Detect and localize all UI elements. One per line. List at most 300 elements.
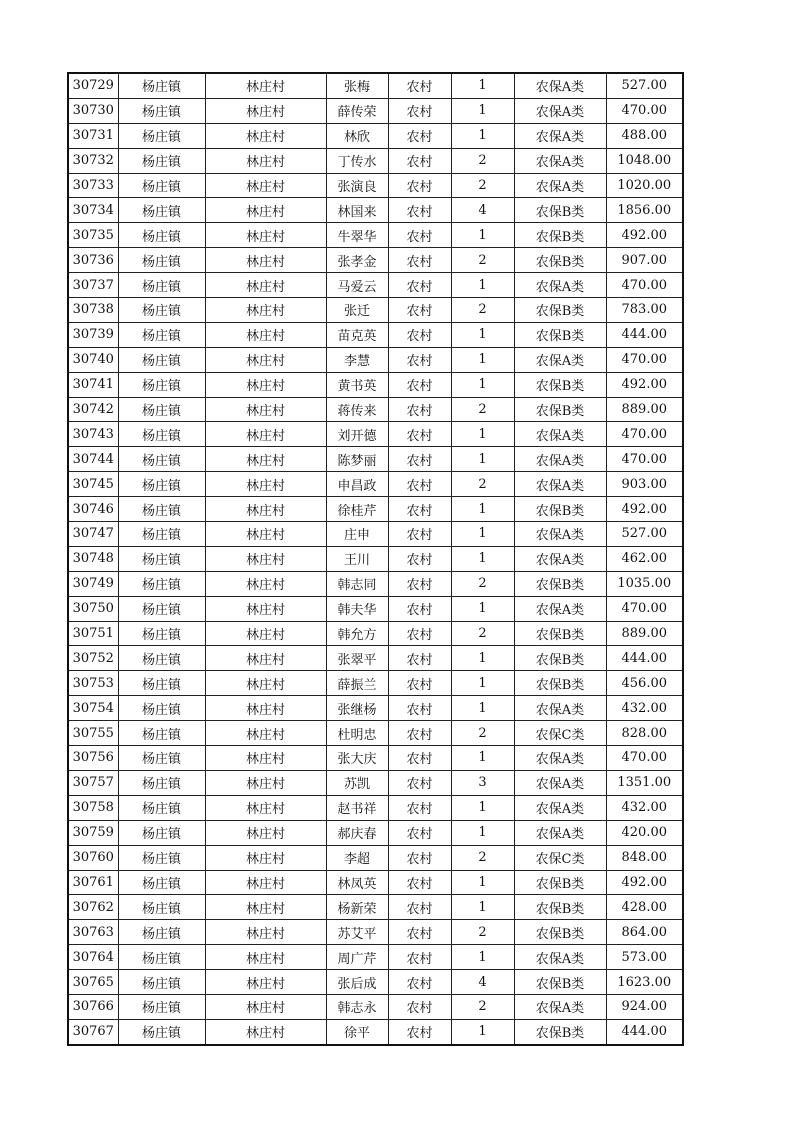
village-cell: 林庄村 [205,422,326,447]
insurance-category-cell: 农保B类 [514,397,606,422]
member-count-cell: 1 [451,73,514,98]
household-type-cell: 农村 [388,522,451,547]
insurance-category-cell: 农保A类 [514,273,606,298]
household-type-cell: 农村 [388,223,451,248]
town-cell: 杨庄镇 [118,522,205,547]
amount-cell: 470.00 [606,273,683,298]
insurance-category-cell: 农保B类 [514,571,606,596]
household-type-cell: 农村 [388,1019,451,1044]
row-id-cell: 30750 [68,596,118,621]
table-row [68,372,683,397]
name-cell: 徐桂芹 [326,497,388,522]
town-cell: 杨庄镇 [118,621,205,646]
row-id-cell: 30764 [68,945,118,970]
amount-cell: 1351.00 [606,770,683,795]
table-row [68,596,683,621]
amount-cell: 470.00 [606,447,683,472]
village-cell: 林庄村 [205,173,326,198]
member-count-cell: 1 [451,98,514,123]
table-row [68,696,683,721]
row-id-cell: 30739 [68,322,118,347]
insurance-category-cell: 农保A类 [514,472,606,497]
name-cell: 陈梦丽 [326,447,388,472]
amount-cell: 828.00 [606,721,683,746]
amount-cell: 492.00 [606,223,683,248]
town-cell: 杨庄镇 [118,671,205,696]
table-row [68,820,683,845]
row-id-cell: 30752 [68,646,118,671]
town-cell: 杨庄镇 [118,820,205,845]
village-cell: 林庄村 [205,322,326,347]
member-count-cell: 4 [451,970,514,995]
insurance-category-cell: 农保A类 [514,148,606,173]
village-cell: 林庄村 [205,895,326,920]
household-type-cell: 农村 [388,994,451,1019]
name-cell: 林欣 [326,123,388,148]
name-cell: 苏凯 [326,770,388,795]
village-cell: 林庄村 [205,845,326,870]
name-cell: 张演良 [326,173,388,198]
household-type-cell: 农村 [388,621,451,646]
row-id-cell: 30756 [68,746,118,771]
household-type-cell: 农村 [388,646,451,671]
village-cell: 林庄村 [205,397,326,422]
household-type-cell: 农村 [388,546,451,571]
amount-cell: 492.00 [606,870,683,895]
beneficiary-table [67,72,684,1046]
name-cell: 李慧 [326,347,388,372]
village-cell: 林庄村 [205,347,326,372]
member-count-cell: 2 [451,298,514,323]
name-cell: 张孝金 [326,248,388,273]
name-cell: 苏艾平 [326,920,388,945]
table-row [68,298,683,323]
amount-cell: 470.00 [606,98,683,123]
amount-cell: 864.00 [606,920,683,945]
member-count-cell: 1 [451,795,514,820]
town-cell: 杨庄镇 [118,845,205,870]
member-count-cell: 2 [451,571,514,596]
household-type-cell: 农村 [388,273,451,298]
member-count-cell: 2 [451,994,514,1019]
table-row [68,845,683,870]
town-cell: 杨庄镇 [118,970,205,995]
village-cell: 林庄村 [205,198,326,223]
amount-cell: 924.00 [606,994,683,1019]
row-id-cell: 30735 [68,223,118,248]
row-id-cell: 30729 [68,73,118,98]
member-count-cell: 1 [451,223,514,248]
village-cell: 林庄村 [205,372,326,397]
amount-cell: 573.00 [606,945,683,970]
amount-cell: 470.00 [606,347,683,372]
town-cell: 杨庄镇 [118,198,205,223]
village-cell: 林庄村 [205,746,326,771]
row-id-cell: 30742 [68,397,118,422]
town-cell: 杨庄镇 [118,646,205,671]
insurance-category-cell: 农保B类 [514,298,606,323]
town-cell: 杨庄镇 [118,397,205,422]
member-count-cell: 2 [451,397,514,422]
insurance-category-cell: 农保A类 [514,596,606,621]
town-cell: 杨庄镇 [118,994,205,1019]
household-type-cell: 农村 [388,920,451,945]
name-cell: 杜明忠 [326,721,388,746]
table-row [68,98,683,123]
insurance-category-cell: 农保C类 [514,721,606,746]
member-count-cell: 2 [451,721,514,746]
village-cell: 林庄村 [205,123,326,148]
household-type-cell: 农村 [388,422,451,447]
member-count-cell: 2 [451,472,514,497]
row-id-cell: 30765 [68,970,118,995]
town-cell: 杨庄镇 [118,571,205,596]
town-cell: 杨庄镇 [118,148,205,173]
amount-cell: 907.00 [606,248,683,273]
village-cell: 林庄村 [205,546,326,571]
member-count-cell: 1 [451,1019,514,1044]
insurance-category-cell: 农保B类 [514,223,606,248]
row-id-cell: 30744 [68,447,118,472]
amount-cell: 903.00 [606,472,683,497]
household-type-cell: 农村 [388,671,451,696]
household-type-cell: 农村 [388,845,451,870]
name-cell: 薛振兰 [326,671,388,696]
name-cell: 韩允方 [326,621,388,646]
household-type-cell: 农村 [388,198,451,223]
row-id-cell: 30767 [68,1019,118,1044]
row-id-cell: 30760 [68,845,118,870]
town-cell: 杨庄镇 [118,546,205,571]
row-id-cell: 30743 [68,422,118,447]
household-type-cell: 农村 [388,746,451,771]
table-row [68,646,683,671]
town-cell: 杨庄镇 [118,746,205,771]
amount-cell: 488.00 [606,123,683,148]
village-cell: 林庄村 [205,248,326,273]
town-cell: 杨庄镇 [118,298,205,323]
amount-cell: 783.00 [606,298,683,323]
insurance-category-cell: 农保A类 [514,123,606,148]
member-count-cell: 1 [451,820,514,845]
table-row [68,994,683,1019]
town-cell: 杨庄镇 [118,721,205,746]
table-row [68,920,683,945]
village-cell: 林庄村 [205,98,326,123]
table-row [68,546,683,571]
insurance-category-cell: 农保A类 [514,522,606,547]
table-row [68,721,683,746]
insurance-category-cell: 农保A类 [514,746,606,771]
town-cell: 杨庄镇 [118,447,205,472]
member-count-cell: 2 [451,920,514,945]
table-row [68,870,683,895]
amount-cell: 420.00 [606,820,683,845]
village-cell: 林庄村 [205,447,326,472]
table-row [68,73,683,98]
table-row [68,472,683,497]
member-count-cell: 1 [451,895,514,920]
town-cell: 杨庄镇 [118,1019,205,1044]
amount-cell: 848.00 [606,845,683,870]
name-cell: 张翠平 [326,646,388,671]
member-count-cell: 1 [451,123,514,148]
village-cell: 林庄村 [205,571,326,596]
row-id-cell: 30761 [68,870,118,895]
name-cell: 李超 [326,845,388,870]
insurance-category-cell: 农保A类 [514,994,606,1019]
insurance-category-cell: 农保B类 [514,671,606,696]
insurance-category-cell: 农保A类 [514,696,606,721]
village-cell: 林庄村 [205,795,326,820]
table-row [68,273,683,298]
name-cell: 林国来 [326,198,388,223]
village-cell: 林庄村 [205,1019,326,1044]
row-id-cell: 30745 [68,472,118,497]
table-row [68,322,683,347]
table-row [68,945,683,970]
table-row [68,223,683,248]
amount-cell: 492.00 [606,372,683,397]
insurance-category-cell: 农保A类 [514,945,606,970]
name-cell: 王川 [326,546,388,571]
row-id-cell: 30741 [68,372,118,397]
row-id-cell: 30755 [68,721,118,746]
household-type-cell: 农村 [388,73,451,98]
row-id-cell: 30757 [68,770,118,795]
member-count-cell: 2 [451,248,514,273]
row-id-cell: 30730 [68,98,118,123]
table-row [68,198,683,223]
village-cell: 林庄村 [205,696,326,721]
household-type-cell: 农村 [388,895,451,920]
member-count-cell: 1 [451,347,514,372]
village-cell: 林庄村 [205,497,326,522]
table-row [68,571,683,596]
insurance-category-cell: 农保A类 [514,422,606,447]
name-cell: 张后成 [326,970,388,995]
name-cell: 杨新荣 [326,895,388,920]
table-row [68,522,683,547]
insurance-category-cell: 农保A类 [514,98,606,123]
insurance-category-cell: 农保A类 [514,770,606,795]
member-count-cell: 1 [451,696,514,721]
insurance-category-cell: 农保B类 [514,497,606,522]
amount-cell: 462.00 [606,546,683,571]
village-cell: 林庄村 [205,472,326,497]
household-type-cell: 农村 [388,372,451,397]
town-cell: 杨庄镇 [118,422,205,447]
amount-cell: 428.00 [606,895,683,920]
row-id-cell: 30746 [68,497,118,522]
name-cell: 韩志同 [326,571,388,596]
table-row [68,148,683,173]
household-type-cell: 农村 [388,472,451,497]
town-cell: 杨庄镇 [118,696,205,721]
village-cell: 林庄村 [205,994,326,1019]
name-cell: 韩志永 [326,994,388,1019]
table-body [68,73,683,1045]
town-cell: 杨庄镇 [118,870,205,895]
insurance-category-cell: 农保B类 [514,970,606,995]
table-row [68,770,683,795]
row-id-cell: 30759 [68,820,118,845]
household-type-cell: 农村 [388,571,451,596]
town-cell: 杨庄镇 [118,73,205,98]
amount-cell: 444.00 [606,322,683,347]
name-cell: 庄申 [326,522,388,547]
name-cell: 张梅 [326,73,388,98]
member-count-cell: 1 [451,945,514,970]
insurance-category-cell: 农保B类 [514,870,606,895]
insurance-category-cell: 农保B类 [514,895,606,920]
town-cell: 杨庄镇 [118,795,205,820]
amount-cell: 527.00 [606,522,683,547]
row-id-cell: 30731 [68,123,118,148]
row-id-cell: 30758 [68,795,118,820]
row-id-cell: 30748 [68,546,118,571]
row-id-cell: 30766 [68,994,118,1019]
village-cell: 林庄村 [205,820,326,845]
village-cell: 林庄村 [205,596,326,621]
name-cell: 徐平 [326,1019,388,1044]
insurance-category-cell: 农保B类 [514,322,606,347]
village-cell: 林庄村 [205,671,326,696]
name-cell: 郝庆春 [326,820,388,845]
town-cell: 杨庄镇 [118,596,205,621]
town-cell: 杨庄镇 [118,770,205,795]
village-cell: 林庄村 [205,646,326,671]
town-cell: 杨庄镇 [118,347,205,372]
member-count-cell: 1 [451,422,514,447]
amount-cell: 470.00 [606,596,683,621]
name-cell: 张继杨 [326,696,388,721]
table-row [68,447,683,472]
town-cell: 杨庄镇 [118,98,205,123]
household-type-cell: 农村 [388,148,451,173]
table-row [68,123,683,148]
row-id-cell: 30737 [68,273,118,298]
member-count-cell: 1 [451,497,514,522]
name-cell: 牛翠华 [326,223,388,248]
village-cell: 林庄村 [205,870,326,895]
household-type-cell: 农村 [388,770,451,795]
insurance-category-cell: 农保B类 [514,646,606,671]
household-type-cell: 农村 [388,347,451,372]
amount-cell: 456.00 [606,671,683,696]
member-count-cell: 1 [451,546,514,571]
insurance-category-cell: 农保A类 [514,447,606,472]
household-type-cell: 农村 [388,696,451,721]
member-count-cell: 1 [451,746,514,771]
member-count-cell: 2 [451,148,514,173]
name-cell: 林凤英 [326,870,388,895]
amount-cell: 470.00 [606,746,683,771]
name-cell: 张大庆 [326,746,388,771]
member-count-cell: 2 [451,621,514,646]
row-id-cell: 30732 [68,148,118,173]
table-row [68,621,683,646]
name-cell: 张迁 [326,298,388,323]
member-count-cell: 1 [451,273,514,298]
village-cell: 林庄村 [205,621,326,646]
table-row [68,1019,683,1044]
table-row [68,248,683,273]
town-cell: 杨庄镇 [118,248,205,273]
insurance-category-cell: 农保B类 [514,198,606,223]
village-cell: 林庄村 [205,522,326,547]
household-type-cell: 农村 [388,397,451,422]
amount-cell: 1035.00 [606,571,683,596]
town-cell: 杨庄镇 [118,223,205,248]
member-count-cell: 1 [451,596,514,621]
amount-cell: 432.00 [606,795,683,820]
town-cell: 杨庄镇 [118,920,205,945]
amount-cell: 1856.00 [606,198,683,223]
town-cell: 杨庄镇 [118,497,205,522]
village-cell: 林庄村 [205,945,326,970]
name-cell: 周广芹 [326,945,388,970]
town-cell: 杨庄镇 [118,123,205,148]
insurance-category-cell: 农保A类 [514,795,606,820]
town-cell: 杨庄镇 [118,472,205,497]
insurance-category-cell: 农保A类 [514,546,606,571]
table-row [68,895,683,920]
member-count-cell: 2 [451,845,514,870]
row-id-cell: 30747 [68,522,118,547]
amount-cell: 444.00 [606,646,683,671]
town-cell: 杨庄镇 [118,322,205,347]
village-cell: 林庄村 [205,298,326,323]
village-cell: 林庄村 [205,920,326,945]
household-type-cell: 农村 [388,497,451,522]
name-cell: 丁传水 [326,148,388,173]
household-type-cell: 农村 [388,447,451,472]
amount-cell: 444.00 [606,1019,683,1044]
amount-cell: 1020.00 [606,173,683,198]
household-type-cell: 农村 [388,820,451,845]
row-id-cell: 30733 [68,173,118,198]
name-cell: 薛传荣 [326,98,388,123]
household-type-cell: 农村 [388,795,451,820]
household-type-cell: 农村 [388,123,451,148]
insurance-category-cell: 农保B类 [514,1019,606,1044]
insurance-category-cell: 农保B类 [514,248,606,273]
row-id-cell: 30763 [68,920,118,945]
row-id-cell: 30751 [68,621,118,646]
table-row [68,795,683,820]
member-count-cell: 1 [451,372,514,397]
member-count-cell: 2 [451,173,514,198]
town-cell: 杨庄镇 [118,945,205,970]
row-id-cell: 30749 [68,571,118,596]
town-cell: 杨庄镇 [118,173,205,198]
amount-cell: 1623.00 [606,970,683,995]
table-row [68,173,683,198]
amount-cell: 1048.00 [606,148,683,173]
member-count-cell: 4 [451,198,514,223]
insurance-category-cell: 农保A类 [514,73,606,98]
name-cell: 韩夫华 [326,596,388,621]
household-type-cell: 农村 [388,98,451,123]
member-count-cell: 1 [451,447,514,472]
name-cell: 苗克英 [326,322,388,347]
name-cell: 蒋传来 [326,397,388,422]
village-cell: 林庄村 [205,148,326,173]
amount-cell: 527.00 [606,73,683,98]
village-cell: 林庄村 [205,770,326,795]
amount-cell: 432.00 [606,696,683,721]
